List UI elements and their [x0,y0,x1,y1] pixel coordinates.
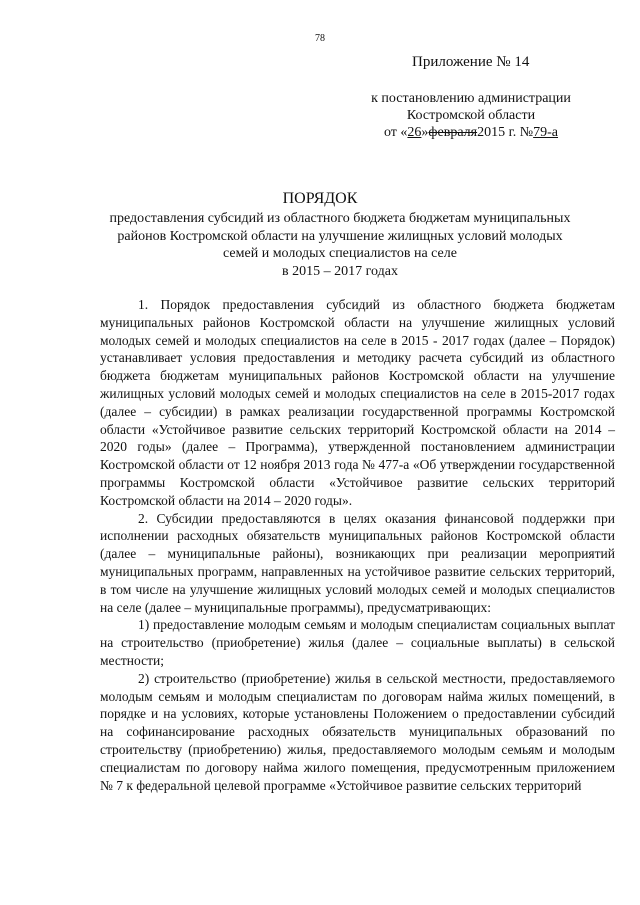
subtitle-line: районов Костромской области на улучшение жилищных условий молодых [117,228,563,244]
subtitle-line: в 2015 – 2017 годах [282,263,398,279]
paragraph-2-item-2: 2) строительство (приобретение) жилья в сельской местности, предоставляемого молодым семьям и молодым специалистам по договорам найма жилых помещений, в порядке и на условиях, которые установлены Положением о предоставлении субсидий на софинансирование расходных обязательств муниципальных образований по строительству (приобретению) жилья, предоставляемого молодым семьям и молодым специалистам по договору найма жилого помещения, предусмотренным приложением № 7 к федеральной целевой программе «Устойчивое развитие сельских территорий [100,670,615,793]
subtitle-line: семей и молодых специалистов на селе [223,246,457,261]
approval-line-2: Костромской области [406,108,536,123]
page-number: 78 [315,33,325,44]
paragraph-1: 1. Порядок предоставления субсидий из областного бюджета бюджетам муниципальных районов Костромской области на улучшение жилищных условий молодых семей и молодых специалистов на селе в 2015 - 2017 годах (далее – Порядок) устанавливает условия предоставления и методику расчета субсидий из областного бюджета бюджетам муниципальных районов Костромской области на улучшение жилищных условий молодых семей и молодых специалистов на селе в 2015-2017 годах (далее – субсидии) в рамках реализации государственной программы Костромской области «Устойчивое развитие сельских территорий Костромской области на 2014 – 2020 годы» (далее – Программа), утвержденной постановлением администрации Костромской области от 12 ноября 2013 года № 477-а «Об утверждении государственной программы Костромской области «Устойчивое развитие сельских территорий Костромской области на 2014 – 2020 годы». [100,297,615,508]
approval-line-1: к постановлению администрации [371,91,571,106]
approval-reference [336,90,606,141]
subtitle-line: предоставления субсидий из областного бюджета бюджетам муниципальных [109,211,571,226]
document-body [100,296,615,794]
approval-number: 79-а [533,125,559,140]
approval-year: 2015 г. № [477,125,534,140]
approval-month: февраля [428,125,478,140]
appendix-label: Приложение № 14 [412,54,530,70]
document-subtitle [80,210,600,280]
paragraph-2-item-1: 1) предоставление молодым семьям и молодым специалистам социальных выплат на строительство (приобретение) жилья (далее – социальные выплаты) в сельской местности; [100,617,615,668]
document-title: ПОРЯДОК [282,190,358,207]
approval-date-line [336,124,606,141]
approval-close-quote: » [421,125,429,140]
approval-from: от « [383,125,408,140]
approval-day: 26 [407,125,422,140]
paragraph-2: 2. Субсидии предоставляются в целях оказания финансовой поддержки при исполнении расходных обязательств муниципальных районов Костромской области (далее – муниципальные районы), возникающих при реализации мероприятий муниципальных программ, направленных на устойчивое развитие сельских территорий, в том числе на улучшение жилищных условий молодых семей и молодых специалистов на селе (далее – муниципальные программы), предусматривающих: [100,510,615,615]
